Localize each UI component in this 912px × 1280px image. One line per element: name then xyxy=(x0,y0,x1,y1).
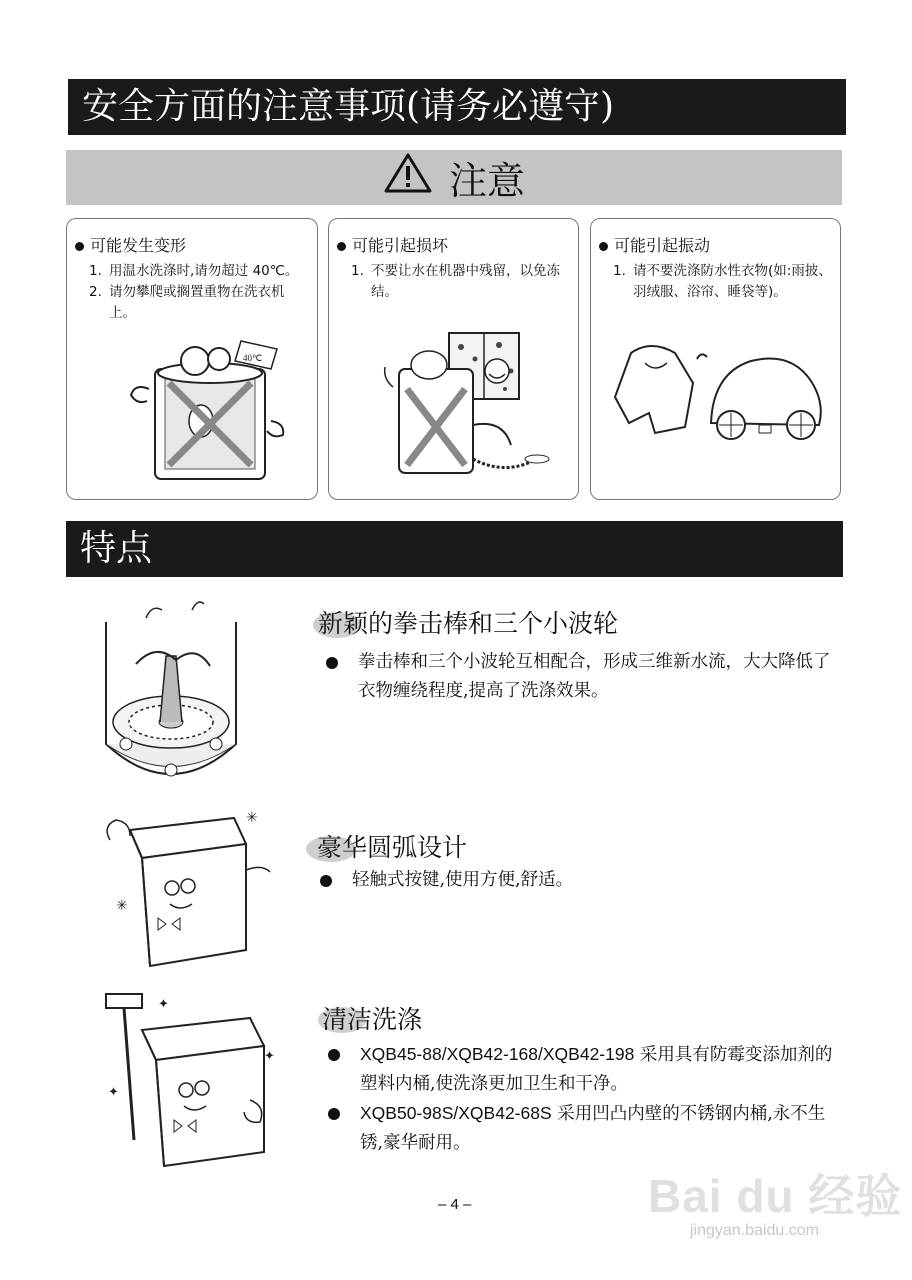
warning-triangle-icon xyxy=(383,152,433,203)
feature-description-list xyxy=(316,866,836,895)
svg-text:✳: ✳ xyxy=(116,898,128,914)
bullet-dot-icon xyxy=(316,866,352,895)
feature-title: 清洁洗涤 xyxy=(322,1005,423,1034)
caution-item: 1. 请不要洗涤防水性衣物(如:雨披、羽绒服、浴帘、睡袋等)。 xyxy=(613,263,832,300)
feature-description-list xyxy=(324,1040,838,1158)
washer-climbing-illustration xyxy=(121,331,291,491)
washer-cleaning-mascot-illustration xyxy=(100,990,280,1170)
feature-bullet: XQB50-98S/XQB42-68S 采用凹凸内壁的不锈钢内桶,永不生锈,豪华耐用。 xyxy=(324,1099,838,1158)
waterproof-clothes-illustration xyxy=(601,339,831,459)
page-number: – 4 – xyxy=(438,1196,472,1213)
caution-box-title: 可能引起振动 xyxy=(599,233,710,256)
model-numbers: XQB50-98S/XQB42-68S xyxy=(360,1103,552,1123)
caution-box-vibration xyxy=(590,218,841,500)
temperature-tag-label: 40℃ xyxy=(243,353,263,363)
feature-title: 豪华圆弧设计 xyxy=(317,833,468,862)
svg-text:✳: ✳ xyxy=(246,810,258,826)
caution-item: 1. 用温水洗涤时,请勿超过 40℃。 xyxy=(89,263,299,279)
caution-box-damage xyxy=(328,218,579,500)
caution-box-title: 可能发生变形 xyxy=(75,233,186,256)
caution-box-deformation xyxy=(66,218,318,500)
svg-text:✦: ✦ xyxy=(264,1049,275,1064)
caution-box-title: 可能引起损坏 xyxy=(337,233,448,256)
feature-bullet: 拳击棒和三个小波轮互相配合，形成三维新水流，大大降低了衣物缠绕程度,提高了洗涤效果。 xyxy=(322,648,842,706)
washer-mascot-illustration xyxy=(96,800,276,970)
features-section-header xyxy=(66,521,843,577)
model-numbers: XQB45-88/XQB42-168/XQB42-198 xyxy=(360,1044,635,1064)
feature-title: 新颖的拳击棒和三个小波轮 xyxy=(318,609,619,638)
caution-item: 1. 不要让水在机器中残留，以免冻结。 xyxy=(351,263,560,300)
bullet-dot-icon xyxy=(324,1040,360,1099)
feature-bullet: 轻触式按键,使用方便,舒适。 xyxy=(316,866,836,895)
bullet-dot-icon xyxy=(324,1099,360,1158)
feature-bullet: XQB45-88/XQB42-168/XQB42-198 采用具有防霉变添加剂的塑料内桶,使洗涤更加卫生和干净。 xyxy=(324,1040,838,1099)
features-section-title: 特点 xyxy=(80,528,153,569)
caution-banner xyxy=(66,150,842,205)
svg-text:✦: ✦ xyxy=(158,997,169,1012)
baidu-watermark-url: jingyan.baidu.com xyxy=(690,1222,819,1239)
pulsator-illustration xyxy=(96,594,246,794)
baidu-watermark-logo: Bai du 经验 xyxy=(648,1170,903,1222)
caution-label: 注意 xyxy=(448,159,525,203)
safety-section-title: 安全方面的注意事项(请务必遵守) xyxy=(82,86,615,127)
feature-description-list xyxy=(322,648,842,706)
safety-section-header xyxy=(68,79,846,135)
bullet-dot-icon xyxy=(322,648,358,706)
svg-text:✦: ✦ xyxy=(108,1085,119,1100)
caution-item: 2. 请勿攀爬或搁置重物在洗衣机上。 xyxy=(89,284,285,321)
frozen-washer-illustration xyxy=(379,329,549,489)
